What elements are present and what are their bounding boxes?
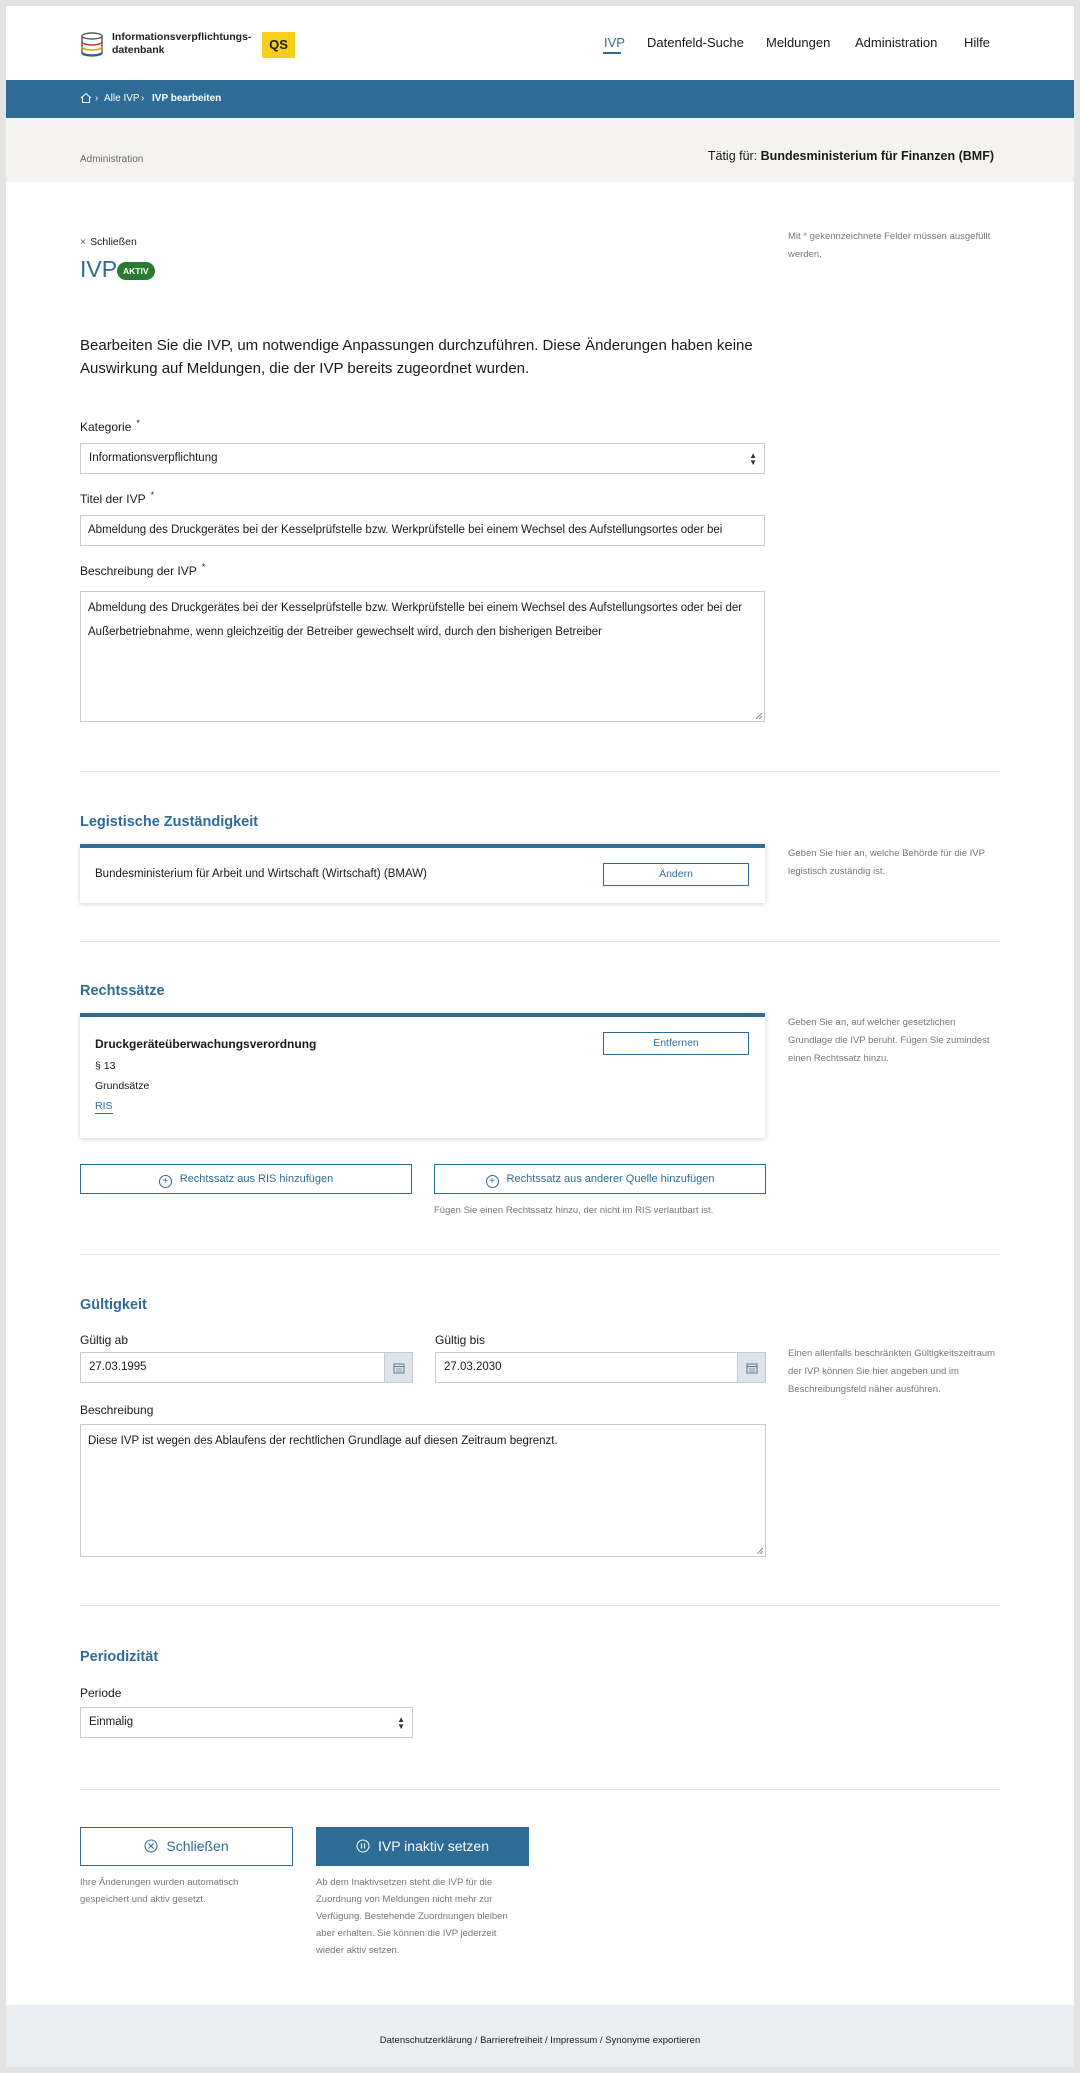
legistic-section-title: Legistische Zuständigkeit: [80, 814, 259, 830]
deactivate-button-label: IVP inaktiv setzen: [377, 1838, 490, 1854]
description-textarea-value: Abmeldung des Druckgerätes bei der Kesselprüfstelle bzw. Werkprüfstelle bei einem Wechsel des Aufstellungsortes oder bei der Außerbetriebnahme, wenn gleichzeitig der Betreiber gewechselt wird, durch den bisherigen Betreiber: [88, 602, 743, 638]
periodicity-section-title: Periodizität: [80, 1649, 159, 1665]
category-label: [80, 418, 140, 434]
chevron-right-icon: ›: [141, 93, 145, 104]
intro-text: Bearbeiten Sie die IVP, um notwendige Anpassungen durchzuführen. Diese Änderungen haben keine Auswirkung auf Meldungen, die der IVP bereits zugeordnet wurden.: [80, 337, 753, 377]
category-select-value: Informationsverpflichtung: [89, 452, 218, 464]
add-other-law-hint: Fügen Sie einen Rechtssatz hinzu, der nicht im RIS verlautbart ist.: [434, 1205, 714, 1216]
legal-hint: Geben Sie an, auf welcher gesetzlichen Grundlage die IVP beruht. Fügen Sie zumindest einen Rechtssatz hinzu.: [788, 1017, 990, 1064]
title-label: [80, 490, 154, 506]
section-divider: [80, 1605, 1000, 1606]
add-other-law-button[interactable]: [434, 1164, 766, 1194]
database-logo-icon[interactable]: [80, 32, 104, 58]
close-link[interactable]: [80, 236, 137, 248]
add-ris-law-label: Rechtssatz aus RIS hinzufügen: [179, 1173, 334, 1185]
page-title: IVP: [80, 256, 118, 282]
app-header: [6, 6, 1074, 80]
required-marker: *: [136, 418, 140, 428]
section-divider: [80, 1789, 1000, 1790]
legistic-hint: Geben Sie hier an, welche Behörde für die IVP legistisch zuständig ist.: [788, 848, 985, 877]
status-badge: AKTIV: [117, 262, 155, 280]
footer-links[interactable]: Datenschutzerklärung / Barrierefreiheit / Impressum / Synonyme exportieren: [379, 2035, 701, 2046]
active-for-org: Bundesministerium für Finanzen (BMF): [760, 149, 994, 163]
resize-handle-icon[interactable]: [755, 1546, 763, 1554]
valid-to-value: 27.03.2030: [444, 1361, 502, 1373]
section-label: Administration: [80, 154, 144, 165]
legal-card: [80, 1013, 765, 1138]
validity-section-title: Gültigkeit: [80, 1297, 147, 1313]
title-label-text: Titel der IVP: [80, 492, 146, 506]
section-divider: [80, 1254, 1000, 1255]
required-marker: *: [201, 562, 206, 572]
period-label: Periode: [80, 1686, 122, 1700]
law-name: Druckgeräteüberwachungsverordnung: [95, 1037, 317, 1051]
active-for-prefix: Tätig für:: [707, 149, 761, 163]
description-label-text: Beschreibung der IVP: [80, 564, 197, 578]
required-marker: *: [150, 490, 155, 500]
validity-description-value: Diese IVP ist wegen des Ablaufens der rechtlichen Grundlage auf diesen Zeitraum begrenzt.: [88, 1435, 558, 1447]
valid-from-label: Gültig ab: [80, 1333, 129, 1347]
close-button-label: Schließen: [166, 1838, 229, 1854]
law-paragraph: § 13: [95, 1060, 116, 1072]
legal-section-title: Rechtssätze: [80, 983, 165, 999]
nav-datenfeld-suche[interactable]: Datenfeld-Suche: [647, 35, 744, 50]
section-divider: [80, 771, 1000, 772]
deactivate-hint: Ab dem Inaktivsetzen steht die IVP für die Zuordnung von Meldungen nicht mehr zur Verfügung. Bestehende Zuordnungen bleiben aber erhalten. Sie können die IVP jederzeit wieder aktiv setzen.: [316, 1877, 508, 1956]
pause-circle-icon: [356, 1839, 370, 1853]
close-button[interactable]: [80, 1827, 293, 1866]
section-divider: [80, 941, 1000, 942]
active-for-text: [708, 149, 994, 163]
law-heading: Grundsätze: [95, 1080, 150, 1092]
chevron-right-icon: ›: [95, 93, 99, 104]
breadcrumb-current: IVP bearbeiten: [152, 93, 222, 104]
breadcrumb: [6, 80, 1074, 118]
required-fields-note: Mit * gekennzeichnete Felder müssen ausgefüllt werden.: [788, 231, 991, 260]
nav-administration[interactable]: Administration: [855, 35, 938, 50]
context-bar: [6, 118, 1074, 182]
description-textarea[interactable]: [80, 591, 765, 722]
calendar-icon[interactable]: [737, 1353, 765, 1382]
valid-from-value: 27.03.1995: [89, 1361, 147, 1373]
close-link-label: Schließen: [90, 236, 137, 248]
app-title[interactable]: Informationsverpflichtungs-datenbank: [112, 31, 252, 56]
select-arrows-icon: ▲ ▼: [397, 1714, 405, 1731]
category-select[interactable]: [80, 443, 765, 474]
remove-law-button[interactable]: Entfernen: [603, 1032, 749, 1055]
nav-hilfe[interactable]: Hilfe: [964, 35, 991, 50]
legistic-authority: Bundesministerium für Arbeit und Wirtschaft (Wirtschaft) (BMAW): [95, 868, 427, 880]
calendar-icon[interactable]: [384, 1353, 412, 1382]
home-icon[interactable]: [80, 92, 92, 104]
add-circle-icon: +: [486, 1175, 499, 1188]
change-authority-button[interactable]: Ändern: [603, 863, 749, 886]
valid-to-input[interactable]: [435, 1352, 766, 1383]
ris-link[interactable]: RIS: [95, 1100, 113, 1112]
footer: [6, 2005, 1074, 2067]
close-icon: ×: [80, 236, 87, 248]
nav-ivp[interactable]: IVP: [604, 35, 625, 50]
nav-meldungen[interactable]: Meldungen: [766, 35, 831, 50]
valid-from-input[interactable]: [80, 1352, 413, 1383]
category-label-text: Kategorie: [80, 420, 132, 434]
page: [6, 6, 1074, 2067]
close-circle-icon: [144, 1839, 158, 1853]
validity-description-label: Beschreibung: [80, 1403, 154, 1417]
title-input[interactable]: Abmeldung des Druckgerätes bei der Kesselprüfstelle bzw. Werkprüfstelle bei einem Wechsel des Aufstellungsortes oder bei: [80, 515, 765, 546]
deactivate-button[interactable]: [316, 1827, 529, 1866]
period-select[interactable]: [80, 1707, 413, 1738]
close-hint: Ihre Änderungen wurden automatisch gespeichert und aktiv gesetzt.: [80, 1877, 239, 1905]
environment-badge: QS: [262, 32, 295, 58]
nav-active-indicator: [603, 52, 621, 54]
resize-handle-icon[interactable]: [754, 711, 762, 719]
select-arrows-icon: ▲ ▼: [749, 450, 757, 467]
add-ris-law-button[interactable]: [80, 1164, 412, 1194]
add-circle-icon: +: [159, 1175, 172, 1188]
breadcrumb-alle-ivp[interactable]: Alle IVP: [104, 93, 140, 104]
legistic-card: [80, 844, 765, 903]
add-other-law-label: Rechtssatz aus anderer Quelle hinzufügen: [506, 1173, 715, 1185]
period-select-value: Einmalig: [89, 1716, 134, 1728]
validity-description-textarea[interactable]: [80, 1424, 766, 1557]
description-label: [80, 562, 205, 578]
validity-hint: Einen allenfalls beschränkten Gültigkeitszeitraum der IVP können Sie hier angeben und im Beschreibungsfeld näher ausführen.: [788, 1348, 995, 1395]
valid-to-label: Gültig bis: [435, 1333, 486, 1347]
